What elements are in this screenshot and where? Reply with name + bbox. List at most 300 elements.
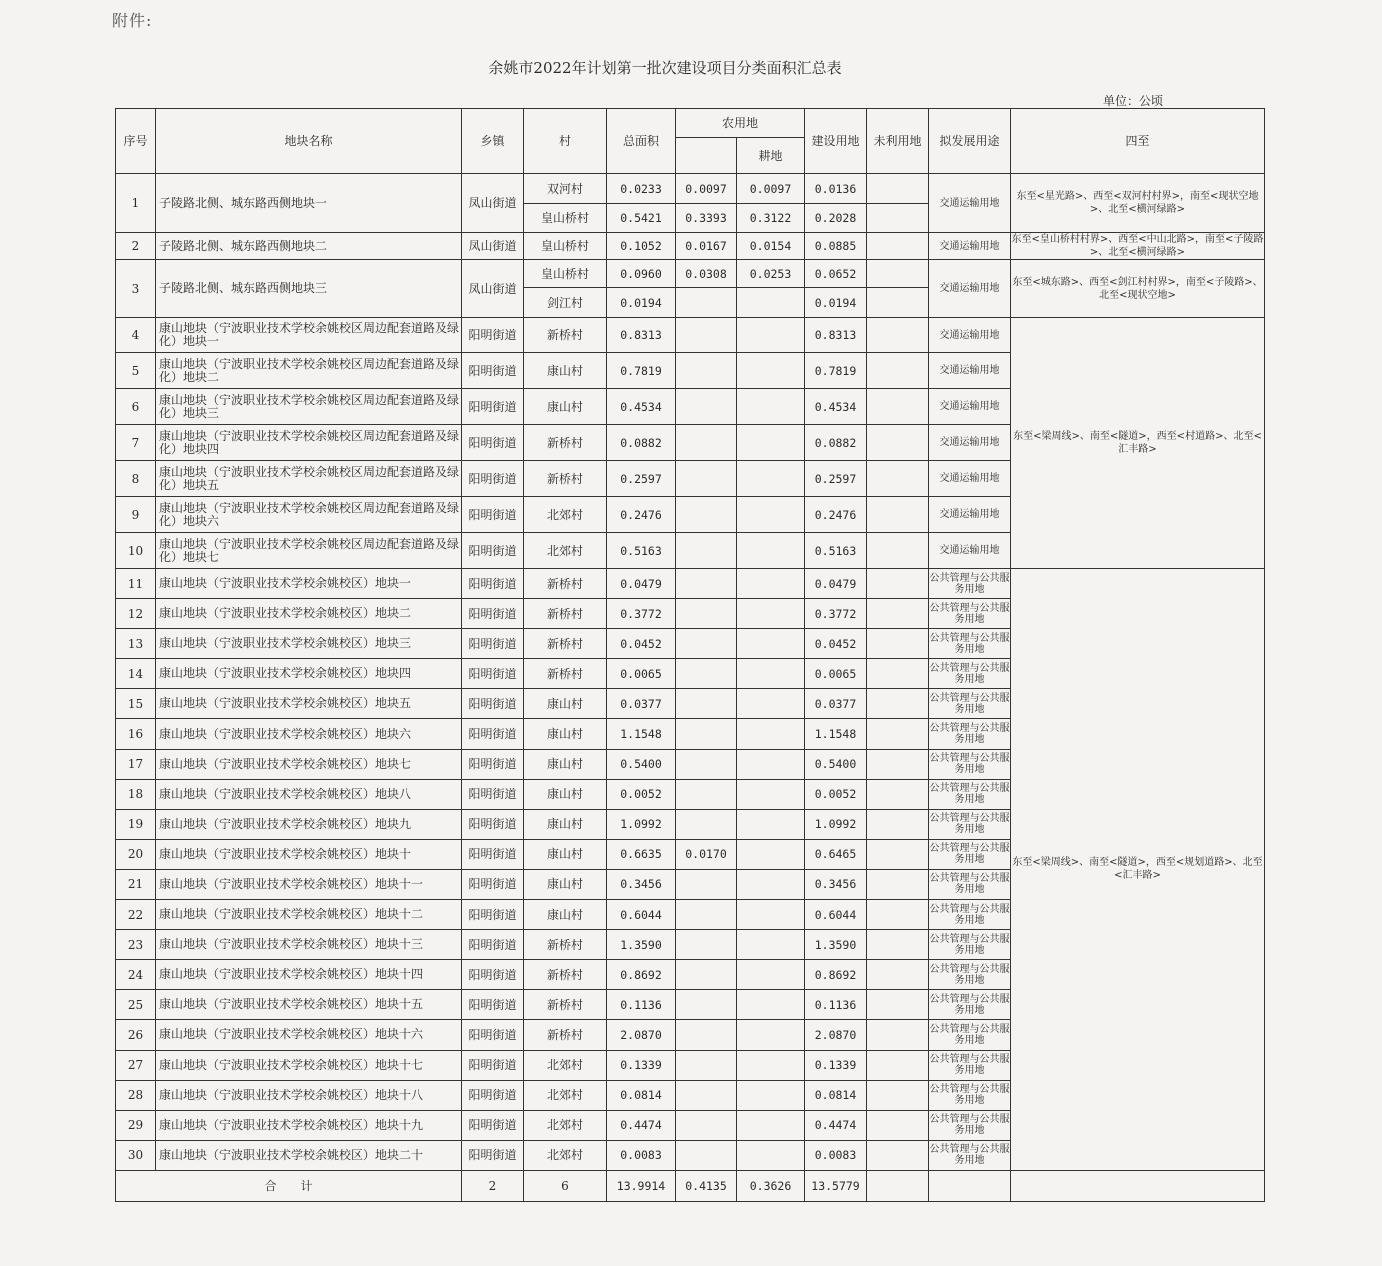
row-town: 阳明街道 bbox=[462, 869, 524, 899]
row-arable bbox=[737, 900, 805, 930]
row-arable bbox=[737, 389, 805, 425]
row-total-area: 0.8692 bbox=[607, 960, 676, 990]
row-agricultural bbox=[676, 809, 737, 839]
row-arable bbox=[737, 599, 805, 629]
row-town: 阳明街道 bbox=[462, 353, 524, 389]
row-agricultural bbox=[676, 288, 737, 318]
row-village: 北郊村 bbox=[524, 497, 607, 533]
row-plot-name: 康山地块（宁波职业技术学校余姚校区周边配套道路及绿化）地块五 bbox=[156, 461, 462, 497]
row-agricultural bbox=[676, 569, 737, 599]
row-total-area: 0.5163 bbox=[607, 533, 676, 569]
row-arable bbox=[737, 719, 805, 749]
row-plot-name: 康山地块（宁波职业技术学校余姚校区）地块六 bbox=[156, 719, 462, 749]
row-total-area: 0.6635 bbox=[607, 839, 676, 869]
row-agricultural bbox=[676, 869, 737, 899]
row-planned-use: 公共管理与公共服务用地 bbox=[929, 960, 1011, 990]
row-plot-name: 康山地块（宁波职业技术学校余姚校区）地块二 bbox=[156, 599, 462, 629]
row-construction: 0.0194 bbox=[805, 288, 867, 318]
row-unused bbox=[867, 1110, 929, 1140]
row-total-area: 0.6044 bbox=[607, 900, 676, 930]
row-total-area: 0.0233 bbox=[607, 174, 676, 204]
row-unused bbox=[867, 1050, 929, 1080]
row-village: 康山村 bbox=[524, 839, 607, 869]
row-arable bbox=[737, 930, 805, 960]
row-seq: 26 bbox=[116, 1020, 156, 1050]
total-unused bbox=[867, 1170, 929, 1201]
row-boundaries: 东至<梁周线>、南至<隧道>，西至<规划道路>、北至<汇丰路> bbox=[1011, 569, 1265, 1171]
row-village: 康山村 bbox=[524, 353, 607, 389]
row-planned-use: 公共管理与公共服务用地 bbox=[929, 930, 1011, 960]
row-village: 北郊村 bbox=[524, 1050, 607, 1080]
row-construction: 0.5400 bbox=[805, 749, 867, 779]
header-arable: 耕地 bbox=[737, 138, 805, 174]
row-seq: 29 bbox=[116, 1110, 156, 1140]
row-planned-use: 交通运输用地 bbox=[929, 533, 1011, 569]
row-planned-use: 公共管理与公共服务用地 bbox=[929, 779, 1011, 809]
row-seq: 14 bbox=[116, 659, 156, 689]
row-seq: 23 bbox=[116, 930, 156, 960]
row-town: 凤山街道 bbox=[462, 174, 524, 233]
row-total-area: 1.0992 bbox=[607, 809, 676, 839]
row-arable bbox=[737, 569, 805, 599]
row-village: 康山村 bbox=[524, 779, 607, 809]
row-town: 阳明街道 bbox=[462, 1110, 524, 1140]
row-unused bbox=[867, 353, 929, 389]
row-unused bbox=[867, 425, 929, 461]
total-agricultural: 0.4135 bbox=[676, 1170, 737, 1201]
row-plot-name: 康山地块（宁波职业技术学校余姚校区）地块十四 bbox=[156, 960, 462, 990]
row-agricultural: 0.0167 bbox=[676, 233, 737, 260]
row-village: 北郊村 bbox=[524, 1110, 607, 1140]
row-seq: 20 bbox=[116, 839, 156, 869]
row-arable: 0.0253 bbox=[737, 260, 805, 288]
total-village-count: 6 bbox=[524, 1170, 607, 1201]
header-village: 村 bbox=[524, 109, 607, 174]
row-unused bbox=[867, 569, 929, 599]
row-village: 新桥村 bbox=[524, 461, 607, 497]
row-seq: 24 bbox=[116, 960, 156, 990]
row-arable: 0.0154 bbox=[737, 233, 805, 260]
row-planned-use: 公共管理与公共服务用地 bbox=[929, 1020, 1011, 1050]
row-total-area: 0.0882 bbox=[607, 425, 676, 461]
row-agricultural bbox=[676, 960, 737, 990]
row-construction: 0.0814 bbox=[805, 1080, 867, 1110]
row-unused bbox=[867, 497, 929, 533]
row-village: 康山村 bbox=[524, 869, 607, 899]
row-total-area: 0.2597 bbox=[607, 461, 676, 497]
row-agricultural bbox=[676, 1110, 737, 1140]
row-planned-use: 交通运输用地 bbox=[929, 233, 1011, 260]
row-village: 新桥村 bbox=[524, 569, 607, 599]
row-plot-name: 康山地块（宁波职业技术学校余姚校区）地块十二 bbox=[156, 900, 462, 930]
row-arable: 0.0097 bbox=[737, 174, 805, 204]
row-seq: 17 bbox=[116, 749, 156, 779]
row-plot-name: 康山地块（宁波职业技术学校余姚校区周边配套道路及绿化）地块四 bbox=[156, 425, 462, 461]
row-construction: 0.7819 bbox=[805, 353, 867, 389]
row-construction: 0.0136 bbox=[805, 174, 867, 204]
row-unused bbox=[867, 900, 929, 930]
row-total-area: 0.0194 bbox=[607, 288, 676, 318]
row-agricultural: 0.0308 bbox=[676, 260, 737, 288]
row-planned-use: 交通运输用地 bbox=[929, 461, 1011, 497]
row-unused bbox=[867, 779, 929, 809]
row-seq: 9 bbox=[116, 497, 156, 533]
row-arable bbox=[737, 629, 805, 659]
row-unused bbox=[867, 629, 929, 659]
row-agricultural bbox=[676, 425, 737, 461]
row-construction: 0.0065 bbox=[805, 659, 867, 689]
row-planned-use: 公共管理与公共服务用地 bbox=[929, 869, 1011, 899]
row-plot-name: 子陵路北侧、城东路西侧地块一 bbox=[156, 174, 462, 233]
row-arable bbox=[737, 779, 805, 809]
row-construction: 0.0377 bbox=[805, 689, 867, 719]
row-unused bbox=[867, 659, 929, 689]
row-town: 阳明街道 bbox=[462, 839, 524, 869]
row-town: 阳明街道 bbox=[462, 749, 524, 779]
total-label: 合 计 bbox=[116, 1170, 462, 1201]
row-arable bbox=[737, 869, 805, 899]
row-unused bbox=[867, 689, 929, 719]
row-town: 阳明街道 bbox=[462, 1080, 524, 1110]
row-agricultural bbox=[676, 1140, 737, 1170]
row-seq: 3 bbox=[116, 260, 156, 318]
row-total-area: 0.0960 bbox=[607, 260, 676, 288]
row-unused bbox=[867, 260, 929, 288]
row-seq: 12 bbox=[116, 599, 156, 629]
row-construction: 2.0870 bbox=[805, 1020, 867, 1050]
row-plot-name: 子陵路北侧、城东路西侧地块三 bbox=[156, 260, 462, 318]
row-seq: 19 bbox=[116, 809, 156, 839]
row-town: 阳明街道 bbox=[462, 569, 524, 599]
total-row bbox=[116, 1170, 1265, 1201]
row-seq: 15 bbox=[116, 689, 156, 719]
row-town: 阳明街道 bbox=[462, 689, 524, 719]
row-unused bbox=[867, 869, 929, 899]
row-planned-use: 公共管理与公共服务用地 bbox=[929, 839, 1011, 869]
row-village: 新桥村 bbox=[524, 960, 607, 990]
row-arable bbox=[737, 425, 805, 461]
row-town: 阳明街道 bbox=[462, 779, 524, 809]
row-construction: 0.0652 bbox=[805, 260, 867, 288]
row-village: 北郊村 bbox=[524, 1080, 607, 1110]
row-village: 康山村 bbox=[524, 809, 607, 839]
row-unused bbox=[867, 533, 929, 569]
row-construction: 0.0052 bbox=[805, 779, 867, 809]
row-construction: 1.1548 bbox=[805, 719, 867, 749]
row-town: 凤山街道 bbox=[462, 260, 524, 318]
header-row-1 bbox=[116, 109, 1265, 138]
row-arable bbox=[737, 659, 805, 689]
row-planned-use: 公共管理与公共服务用地 bbox=[929, 809, 1011, 839]
row-agricultural bbox=[676, 1080, 737, 1110]
row-planned-use: 公共管理与公共服务用地 bbox=[929, 1080, 1011, 1110]
header-planned-use: 拟发展用途 bbox=[929, 109, 1011, 174]
row-agricultural bbox=[676, 389, 737, 425]
row-town: 阳明街道 bbox=[462, 533, 524, 569]
row-agricultural bbox=[676, 533, 737, 569]
row-seq: 6 bbox=[116, 389, 156, 425]
row-planned-use: 公共管理与公共服务用地 bbox=[929, 629, 1011, 659]
row-unused bbox=[867, 719, 929, 749]
row-village: 皇山桥村 bbox=[524, 204, 607, 233]
row-unused bbox=[867, 204, 929, 233]
row-plot-name: 子陵路北侧、城东路西侧地块二 bbox=[156, 233, 462, 260]
row-town: 阳明街道 bbox=[462, 809, 524, 839]
header-boundaries: 四至 bbox=[1011, 109, 1265, 174]
row-plot-name: 康山地块（宁波职业技术学校余姚校区）地块十七 bbox=[156, 1050, 462, 1080]
row-unused bbox=[867, 233, 929, 260]
row-seq: 22 bbox=[116, 900, 156, 930]
row-agricultural: 0.0097 bbox=[676, 174, 737, 204]
row-planned-use: 公共管理与公共服务用地 bbox=[929, 659, 1011, 689]
row-town: 阳明街道 bbox=[462, 497, 524, 533]
total-arable: 0.3626 bbox=[737, 1170, 805, 1201]
row-agricultural bbox=[676, 461, 737, 497]
row-total-area: 0.1339 bbox=[607, 1050, 676, 1080]
row-plot-name: 康山地块（宁波职业技术学校余姚校区）地块十 bbox=[156, 839, 462, 869]
row-agricultural bbox=[676, 749, 737, 779]
row-seq: 30 bbox=[116, 1140, 156, 1170]
row-boundaries: 东至<皇山桥村村界>、西至<中山北路>，南至<子陵路>、北至<横河绿路> bbox=[1011, 234, 1264, 258]
row-unused bbox=[867, 318, 929, 353]
row-village: 双河村 bbox=[524, 174, 607, 204]
row-arable bbox=[737, 960, 805, 990]
header-agricultural: 农用地 bbox=[676, 109, 805, 138]
row-village: 新桥村 bbox=[524, 930, 607, 960]
row-construction: 0.1339 bbox=[805, 1050, 867, 1080]
row-unused bbox=[867, 288, 929, 318]
row-town: 阳明街道 bbox=[462, 425, 524, 461]
row-plot-name: 康山地块（宁波职业技术学校余姚校区）地块七 bbox=[156, 749, 462, 779]
row-construction: 0.4474 bbox=[805, 1110, 867, 1140]
row-plot-name: 康山地块（宁波职业技术学校余姚校区周边配套道路及绿化）地块七 bbox=[156, 533, 462, 569]
row-planned-use: 公共管理与公共服务用地 bbox=[929, 1110, 1011, 1140]
row-agricultural bbox=[676, 779, 737, 809]
row-seq: 7 bbox=[116, 425, 156, 461]
row-arable bbox=[737, 1050, 805, 1080]
row-construction: 0.6044 bbox=[805, 900, 867, 930]
row-unused bbox=[867, 990, 929, 1020]
row-town: 阳明街道 bbox=[462, 389, 524, 425]
row-seq: 16 bbox=[116, 719, 156, 749]
row-seq: 4 bbox=[116, 318, 156, 353]
row-village: 新桥村 bbox=[524, 990, 607, 1020]
row-village: 新桥村 bbox=[524, 659, 607, 689]
row-plot-name: 康山地块（宁波职业技术学校余姚校区）地块三 bbox=[156, 629, 462, 659]
row-total-area: 1.1548 bbox=[607, 719, 676, 749]
row-unused bbox=[867, 461, 929, 497]
row-seq: 18 bbox=[116, 779, 156, 809]
row-total-area: 0.0452 bbox=[607, 629, 676, 659]
row-arable: 0.3122 bbox=[737, 204, 805, 233]
row-planned-use: 公共管理与公共服务用地 bbox=[929, 569, 1011, 599]
row-unused bbox=[867, 749, 929, 779]
table-row bbox=[116, 318, 1265, 353]
row-boundaries: 东至<梁周线>、南至<隧道>，西至<村道路>、北至<汇丰路> bbox=[1011, 318, 1265, 569]
row-total-area: 0.7819 bbox=[607, 353, 676, 389]
row-seq: 25 bbox=[116, 990, 156, 1020]
row-village: 皇山桥村 bbox=[524, 260, 607, 288]
row-agricultural bbox=[676, 497, 737, 533]
row-plot-name: 康山地块（宁波职业技术学校余姚校区周边配套道路及绿化）地块一 bbox=[156, 318, 462, 353]
row-planned-use: 交通运输用地 bbox=[929, 497, 1011, 533]
row-construction: 0.2476 bbox=[805, 497, 867, 533]
row-planned-use: 公共管理与公共服务用地 bbox=[929, 749, 1011, 779]
row-arable bbox=[737, 990, 805, 1020]
row-agricultural: 0.0170 bbox=[676, 839, 737, 869]
row-village: 康山村 bbox=[524, 719, 607, 749]
row-plot-name: 康山地块（宁波职业技术学校余姚校区周边配套道路及绿化）地块六 bbox=[156, 497, 462, 533]
row-planned-use: 公共管理与公共服务用地 bbox=[929, 1050, 1011, 1080]
unit-label: 单位：公顷 bbox=[1103, 94, 1164, 108]
row-seq: 28 bbox=[116, 1080, 156, 1110]
table-row bbox=[116, 569, 1265, 599]
row-planned-use: 公共管理与公共服务用地 bbox=[929, 599, 1011, 629]
row-arable bbox=[737, 461, 805, 497]
row-plot-name: 康山地块（宁波职业技术学校余姚校区）地块八 bbox=[156, 779, 462, 809]
row-town: 凤山街道 bbox=[462, 233, 524, 260]
row-seq: 8 bbox=[116, 461, 156, 497]
row-village: 北郊村 bbox=[524, 1140, 607, 1170]
row-unused bbox=[867, 599, 929, 629]
total-boundaries bbox=[1011, 1170, 1265, 1201]
row-town: 阳明街道 bbox=[462, 461, 524, 497]
row-arable bbox=[737, 533, 805, 569]
row-total-area: 1.3590 bbox=[607, 930, 676, 960]
attachment-label: 附件: bbox=[112, 11, 153, 30]
row-seq: 11 bbox=[116, 569, 156, 599]
row-plot-name: 康山地块（宁波职业技术学校余姚校区）地块一 bbox=[156, 569, 462, 599]
row-planned-use: 交通运输用地 bbox=[929, 318, 1011, 353]
row-total-area: 0.5421 bbox=[607, 204, 676, 233]
row-agricultural bbox=[676, 930, 737, 960]
header-name: 地块名称 bbox=[156, 109, 462, 174]
table-row bbox=[116, 260, 1265, 288]
row-construction: 0.2597 bbox=[805, 461, 867, 497]
row-agricultural bbox=[676, 1020, 737, 1050]
row-planned-use: 交通运输用地 bbox=[929, 389, 1011, 425]
row-seq: 2 bbox=[116, 233, 156, 260]
total-town-count: 2 bbox=[462, 1170, 524, 1201]
row-plot-name: 康山地块（宁波职业技术学校余姚校区）地块十三 bbox=[156, 930, 462, 960]
row-town: 阳明街道 bbox=[462, 990, 524, 1020]
row-town: 阳明街道 bbox=[462, 900, 524, 930]
row-planned-use: 公共管理与公共服务用地 bbox=[929, 719, 1011, 749]
row-construction: 0.3456 bbox=[805, 869, 867, 899]
row-arable bbox=[737, 353, 805, 389]
header-construction: 建设用地 bbox=[805, 109, 867, 174]
row-construction: 0.8313 bbox=[805, 318, 867, 353]
row-total-area: 0.0083 bbox=[607, 1140, 676, 1170]
row-town: 阳明街道 bbox=[462, 318, 524, 353]
row-construction: 0.6465 bbox=[805, 839, 867, 869]
row-total-area: 0.3456 bbox=[607, 869, 676, 899]
total-area: 13.9914 bbox=[607, 1170, 676, 1201]
row-unused bbox=[867, 960, 929, 990]
row-total-area: 0.1052 bbox=[607, 233, 676, 260]
row-seq: 13 bbox=[116, 629, 156, 659]
row-planned-use: 公共管理与公共服务用地 bbox=[929, 1140, 1011, 1170]
row-agricultural bbox=[676, 659, 737, 689]
row-plot-name: 康山地块（宁波职业技术学校余姚校区）地块十八 bbox=[156, 1080, 462, 1110]
row-agricultural bbox=[676, 318, 737, 353]
row-arable bbox=[737, 1110, 805, 1140]
row-plot-name: 康山地块（宁波职业技术学校余姚校区）地块十五 bbox=[156, 990, 462, 1020]
row-town: 阳明街道 bbox=[462, 1050, 524, 1080]
header-seq: 序号 bbox=[116, 109, 156, 174]
row-agricultural bbox=[676, 689, 737, 719]
row-seq: 21 bbox=[116, 869, 156, 899]
row-construction: 0.5163 bbox=[805, 533, 867, 569]
row-total-area: 0.5400 bbox=[607, 749, 676, 779]
row-agricultural bbox=[676, 1050, 737, 1080]
row-plot-name: 康山地块（宁波职业技术学校余姚校区）地块十六 bbox=[156, 1020, 462, 1050]
row-town: 阳明街道 bbox=[462, 629, 524, 659]
row-planned-use: 公共管理与公共服务用地 bbox=[929, 689, 1011, 719]
total-planned-use bbox=[929, 1170, 1011, 1201]
row-unused bbox=[867, 389, 929, 425]
row-unused bbox=[867, 1020, 929, 1050]
row-total-area: 0.4534 bbox=[607, 389, 676, 425]
row-boundaries: 东至<星光路>、西至<双河村村界>，南至<现状空地>、北至<横河绿路> bbox=[1011, 174, 1265, 233]
row-planned-use: 交通运输用地 bbox=[929, 260, 1011, 318]
row-village: 剑江村 bbox=[524, 288, 607, 318]
table-row bbox=[116, 233, 1265, 260]
row-total-area: 0.0065 bbox=[607, 659, 676, 689]
row-agricultural: 0.3393 bbox=[676, 204, 737, 233]
row-unused bbox=[867, 174, 929, 204]
row-construction: 1.3590 bbox=[805, 930, 867, 960]
row-village: 新桥村 bbox=[524, 1020, 607, 1050]
row-village: 康山村 bbox=[524, 389, 607, 425]
row-village: 康山村 bbox=[524, 689, 607, 719]
row-seq: 5 bbox=[116, 353, 156, 389]
row-planned-use: 交通运输用地 bbox=[929, 174, 1011, 233]
row-arable bbox=[737, 809, 805, 839]
row-arable bbox=[737, 1080, 805, 1110]
row-planned-use: 交通运输用地 bbox=[929, 425, 1011, 461]
row-arable bbox=[737, 318, 805, 353]
row-agricultural bbox=[676, 900, 737, 930]
row-agricultural bbox=[676, 353, 737, 389]
row-agricultural bbox=[676, 719, 737, 749]
row-construction: 0.0479 bbox=[805, 569, 867, 599]
row-town: 阳明街道 bbox=[462, 599, 524, 629]
row-unused bbox=[867, 809, 929, 839]
row-plot-name: 康山地块（宁波职业技术学校余姚校区）地块五 bbox=[156, 689, 462, 719]
row-planned-use: 交通运输用地 bbox=[929, 353, 1011, 389]
row-total-area: 0.0479 bbox=[607, 569, 676, 599]
row-plot-name: 康山地块（宁波职业技术学校余姚校区）地块四 bbox=[156, 659, 462, 689]
row-construction: 0.3772 bbox=[805, 599, 867, 629]
row-plot-name: 康山地块（宁波职业技术学校余姚校区周边配套道路及绿化）地块三 bbox=[156, 389, 462, 425]
row-construction: 0.8692 bbox=[805, 960, 867, 990]
row-unused bbox=[867, 839, 929, 869]
row-seq: 1 bbox=[116, 174, 156, 233]
row-arable bbox=[737, 839, 805, 869]
row-unused bbox=[867, 1140, 929, 1170]
row-planned-use: 公共管理与公共服务用地 bbox=[929, 900, 1011, 930]
row-construction: 0.0882 bbox=[805, 425, 867, 461]
row-seq: 10 bbox=[116, 533, 156, 569]
row-plot-name: 康山地块（宁波职业技术学校余姚校区周边配套道路及绿化）地块二 bbox=[156, 353, 462, 389]
row-village: 新桥村 bbox=[524, 629, 607, 659]
row-town: 阳明街道 bbox=[462, 1020, 524, 1050]
row-total-area: 0.3772 bbox=[607, 599, 676, 629]
row-unused bbox=[867, 930, 929, 960]
row-village: 新桥村 bbox=[524, 425, 607, 461]
row-village: 北郊村 bbox=[524, 533, 607, 569]
